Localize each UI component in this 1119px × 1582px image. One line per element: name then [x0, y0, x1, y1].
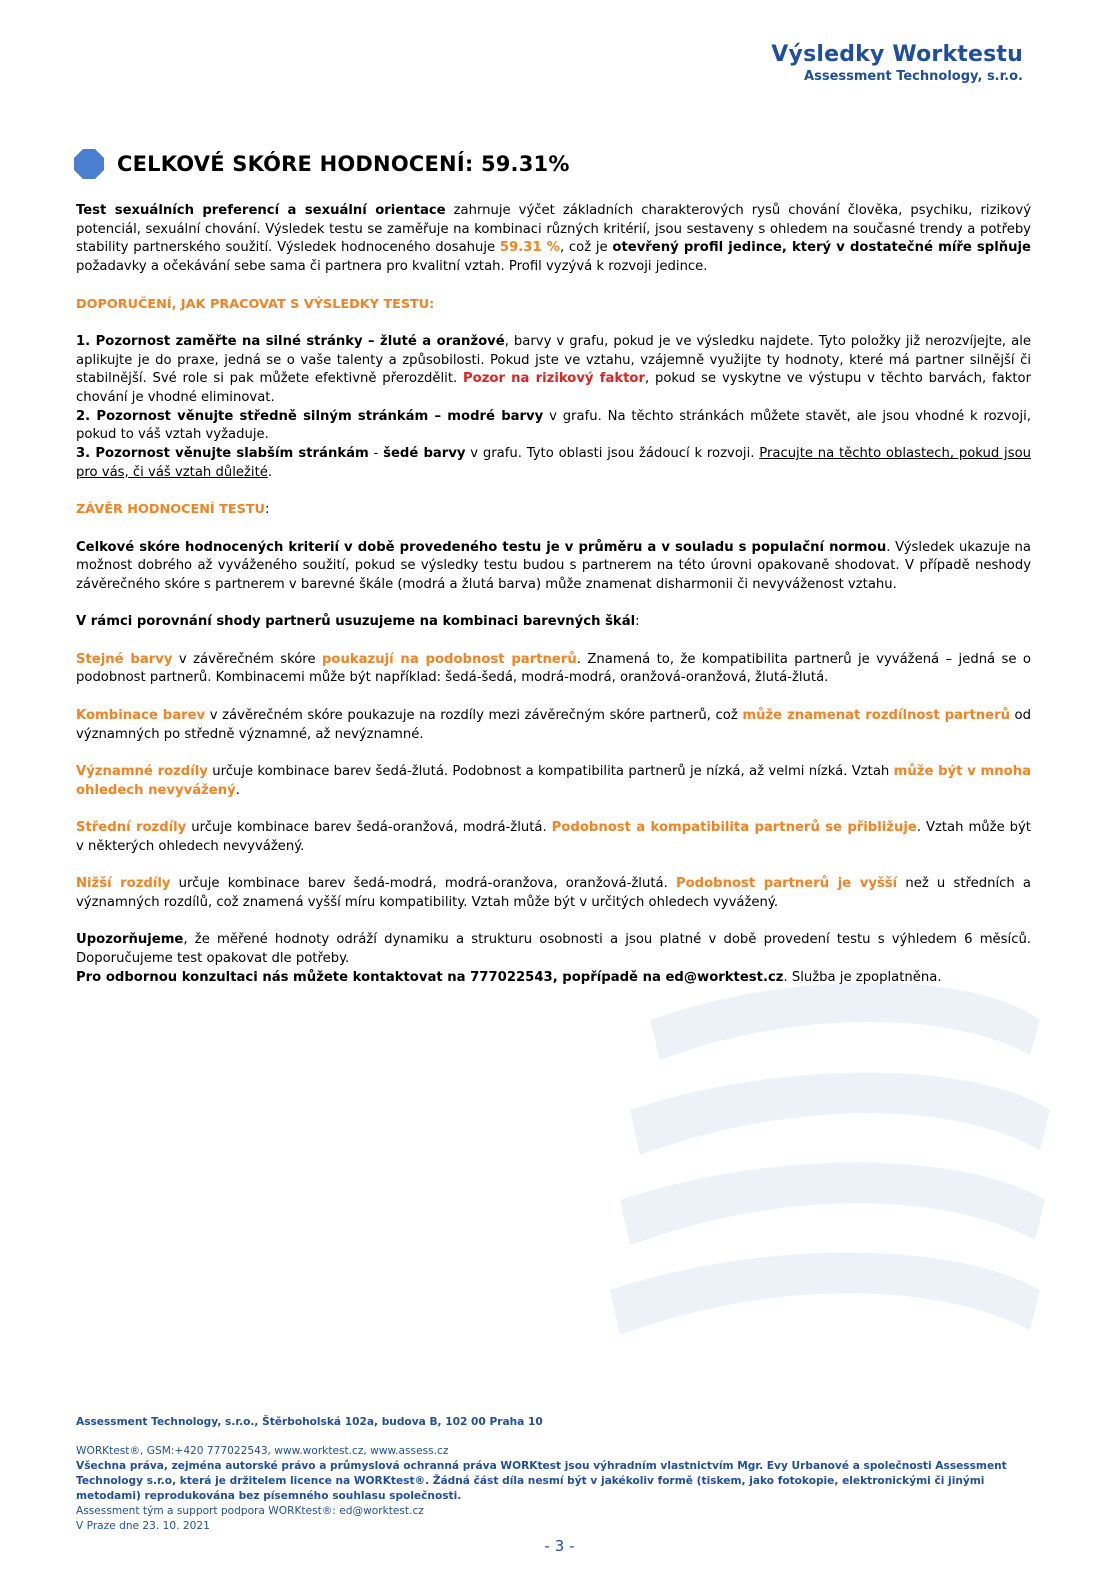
octagon-bullet-icon	[73, 148, 105, 180]
conclusion-title	[76, 501, 1031, 520]
highlight: Nižší rozdíly	[76, 876, 171, 892]
score-heading-row	[73, 148, 570, 180]
item-text: -	[368, 446, 384, 462]
intro-text: zahrnuje výčet základních charakterových rysů chování člověka, psychiku, rizikový potenciál, sexuální chování. Výsledek testu se zaměřuje na kombinaci různých kritérií, jsou sestaveny s ohledem na současné trendy a potřeby stability partnerského soužití. Výsledek hodnoceného dosahuje	[76, 203, 1031, 256]
conclusion-same-colors	[76, 651, 1031, 688]
recommend-item-2	[76, 408, 1031, 445]
text: od významných po středně významné, až nevýznamné.	[76, 707, 1031, 742]
highlight: může znamenat rozdílnost partnerů	[742, 707, 1010, 723]
intro-text: požadavky a očekávání sebe sama či partnera pro kvalitní vztah. Profil vyzývá k rozvoji jedince.	[76, 259, 708, 275]
header-title: Výsledky Worktestu	[771, 42, 1023, 67]
intro-paragraph	[76, 202, 1031, 277]
section-title: ZÁVĚR HODNOCENÍ TESTU	[76, 502, 265, 518]
title-colon: :	[264, 502, 270, 518]
compare-lead: V rámci porovnání shody partnerů usuzujeme na kombinaci barevných škál	[76, 614, 636, 630]
highlight: Podobnost partnerů je vyšší	[675, 876, 898, 892]
footer-contacts: WORKtest®, GSM:+420 777022543, www.worktest.cz, www.assess.cz	[76, 1445, 449, 1457]
item-underlined: Pracujte na těchto oblastech, pokud jsou pro vás, či váš vztah důležité	[76, 446, 1031, 480]
item-lead: 3. Pozornost věnujte slabším stránkám	[76, 446, 369, 462]
item-text: .	[267, 464, 273, 480]
contact-text: . Služba je zpoplatněna.	[783, 969, 942, 985]
conclusion-contact	[76, 969, 1031, 988]
page-number: - 3 -	[544, 1537, 575, 1555]
conclusion-medium	[76, 819, 1031, 856]
conclusion-lower	[76, 875, 1031, 912]
report-content	[76, 202, 1031, 987]
item-lead: 2. Pozornost věnujte středně silným stránkám – modré barvy	[76, 408, 544, 424]
conclusion-summary	[76, 539, 1031, 595]
text: určuje kombinace barev šedá-modrá, modrá-oranžova, oranžová-žlutá.	[170, 876, 676, 892]
text: určuje kombinace barev šedá-žlutá. Podobnost a kompatibilita partnerů je nízká, až velmi nízká. Vztah	[207, 763, 894, 779]
item-text: v grafu. Tyto oblasti jsou žádoucí k rozvoji.	[465, 446, 760, 462]
intro-text: , což je	[559, 240, 613, 256]
text: .	[235, 782, 240, 798]
text: určuje kombinace barev šedá-oranžová, modrá-žlutá.	[186, 820, 552, 836]
highlight: Podobnost a kompatibilita partnerů se přibližuje	[551, 820, 917, 836]
risk-warning: Pozor na rizikový faktor	[463, 371, 645, 387]
test-name: Test sexuálních preferencí a sexuální orientace	[76, 203, 446, 218]
conclusion-color-combination	[76, 707, 1031, 744]
text: než u středních a významných rozdílů, což znamená vyšší míru kompatibility. Vztah může být v určitých ohledech vyvážený.	[76, 876, 1031, 910]
document-header	[771, 42, 1023, 84]
recommend-item-3	[76, 445, 1031, 482]
score-value: 59.31 %	[499, 240, 560, 256]
highlight: může být v mnoha ohledech nevyvážený	[76, 763, 1032, 798]
notice-text: , že měřené hodnoty odráží dynamiku a strukturu osobnosti a jsou platné v době provedení testu s výhledem 6 měsíců. Doporučujeme test opakovat dle potřeby.	[76, 932, 1031, 966]
item-text: , pokud se vyskytne ve výstupu v těchto barvách, faktor chování je vhodné eliminovat.	[76, 371, 1031, 405]
recommend-item-1	[76, 333, 1031, 408]
highlight: Významné rozdíly	[76, 763, 208, 779]
highlight: poukazují na podobnost partnerů	[321, 651, 577, 667]
highlight: Stejné barvy	[76, 651, 173, 667]
header-subtitle: Assessment Technology, s.r.o.	[804, 69, 1023, 84]
footer-address: Assessment Technology, s.r.o., Štěrboholská 102a, budova B, 102 00 Praha 10	[76, 1416, 543, 1428]
section-title: DOPORUČENÍ, JAK PRACOVAT S VÝSLEDKY TESTU:	[76, 296, 435, 312]
contact-info: Pro odbornou konzultaci nás můžete kontaktovat na 777022543, popřípadě na ed@worktest.cz	[76, 969, 784, 985]
profile-verdict: otevřený profil jedince, který v dostatečné míře splňuje	[612, 240, 1031, 256]
compare-text: :	[635, 614, 640, 630]
conclusion-significant	[76, 763, 1031, 800]
text: v závěrečném skóre	[172, 651, 322, 667]
notice-lead: Upozorňujeme	[76, 932, 184, 948]
recommend-title	[76, 296, 1031, 315]
footer-support: Assessment tým a support podpora WORKtest®: ed@worktest.cz	[76, 1505, 424, 1517]
text: . Vztah může být v některých ohledech nevyvážený.	[76, 820, 1031, 854]
conclusion-notice	[76, 931, 1031, 968]
score-heading: CELKOVÉ SKÓRE HODNOCENÍ: 59.31%	[117, 152, 570, 176]
highlight: Kombinace barev	[76, 707, 206, 723]
item-lead: šedé barvy	[383, 446, 466, 462]
item-text: , barvy v grafu, pokud je ve výsledku najdete. Tyto položky již nerozvíjejte, ale aplikujte je do praxe, jedná se o vaše talenty a způsobilosti. Pokud jste ve vztahu, vzájemně využijte ty hodnoty, které má partner silnější či stabilnější. Své role si pak můžete efektivně přerozdělit.	[76, 333, 1031, 387]
summary-text: . Výsledek ukazuje na možnost dobrého až vyváženého soužití, pokud se výsledky testu budou s partnerem na této úrovni opakovaně shodovat. V případě neshody závěrečného skóre s partnerem v barevné škále (modrá a žlutá barva) může znamenat disharmonii či nevyváženost vztahu.	[76, 539, 1031, 592]
watermark-logo	[590, 960, 1060, 1360]
document-footer	[76, 1415, 1036, 1534]
summary-lead: Celkové skóre hodnocených kriterií v době provedeného testu je v průměru a v souladu s populační normou	[76, 539, 887, 555]
footer-date: V Praze dne 23. 10. 2021	[76, 1520, 210, 1532]
text: . Znamená to, že kompatibilita partnerů je vyvážená – jedná se o podobnost partnerů. Kombinacemi může být například: šedá-šedá, modrá-modrá, oranžová-oranžová, žlutá-žlutá.	[76, 651, 1031, 686]
text: v závěrečném skóre poukazuje na rozdíly mezi závěrečným skóre partnerů, což	[205, 707, 743, 723]
conclusion-compare	[76, 613, 1031, 632]
highlight: Střední rozdíly	[76, 820, 187, 836]
item-lead: 1. Pozornost zaměřte na silné stránky – žluté a oranžové	[76, 333, 505, 349]
item-text: v grafu. Na těchto stránkách můžete stavět, ale jsou vhodné k rozvoji, pokud to váš vztah vyžaduje.	[76, 408, 1031, 443]
footer-copyright: Všechna práva, zejména autorské právo a průmyslová ochranná práva WORKtest jsou výhradním vlastnictvím Mgr. Evy Urbanové a společnosti Assessment Technology s.r.o, která je držitelem licence na WORKtest®. Žádná část díla nesmí být v jakékoliv formě (tiskem, jako fotokopie, elektronickými či jinými metodami) reprodukována bez písemného souhlasu společnosti.	[76, 1460, 1007, 1502]
